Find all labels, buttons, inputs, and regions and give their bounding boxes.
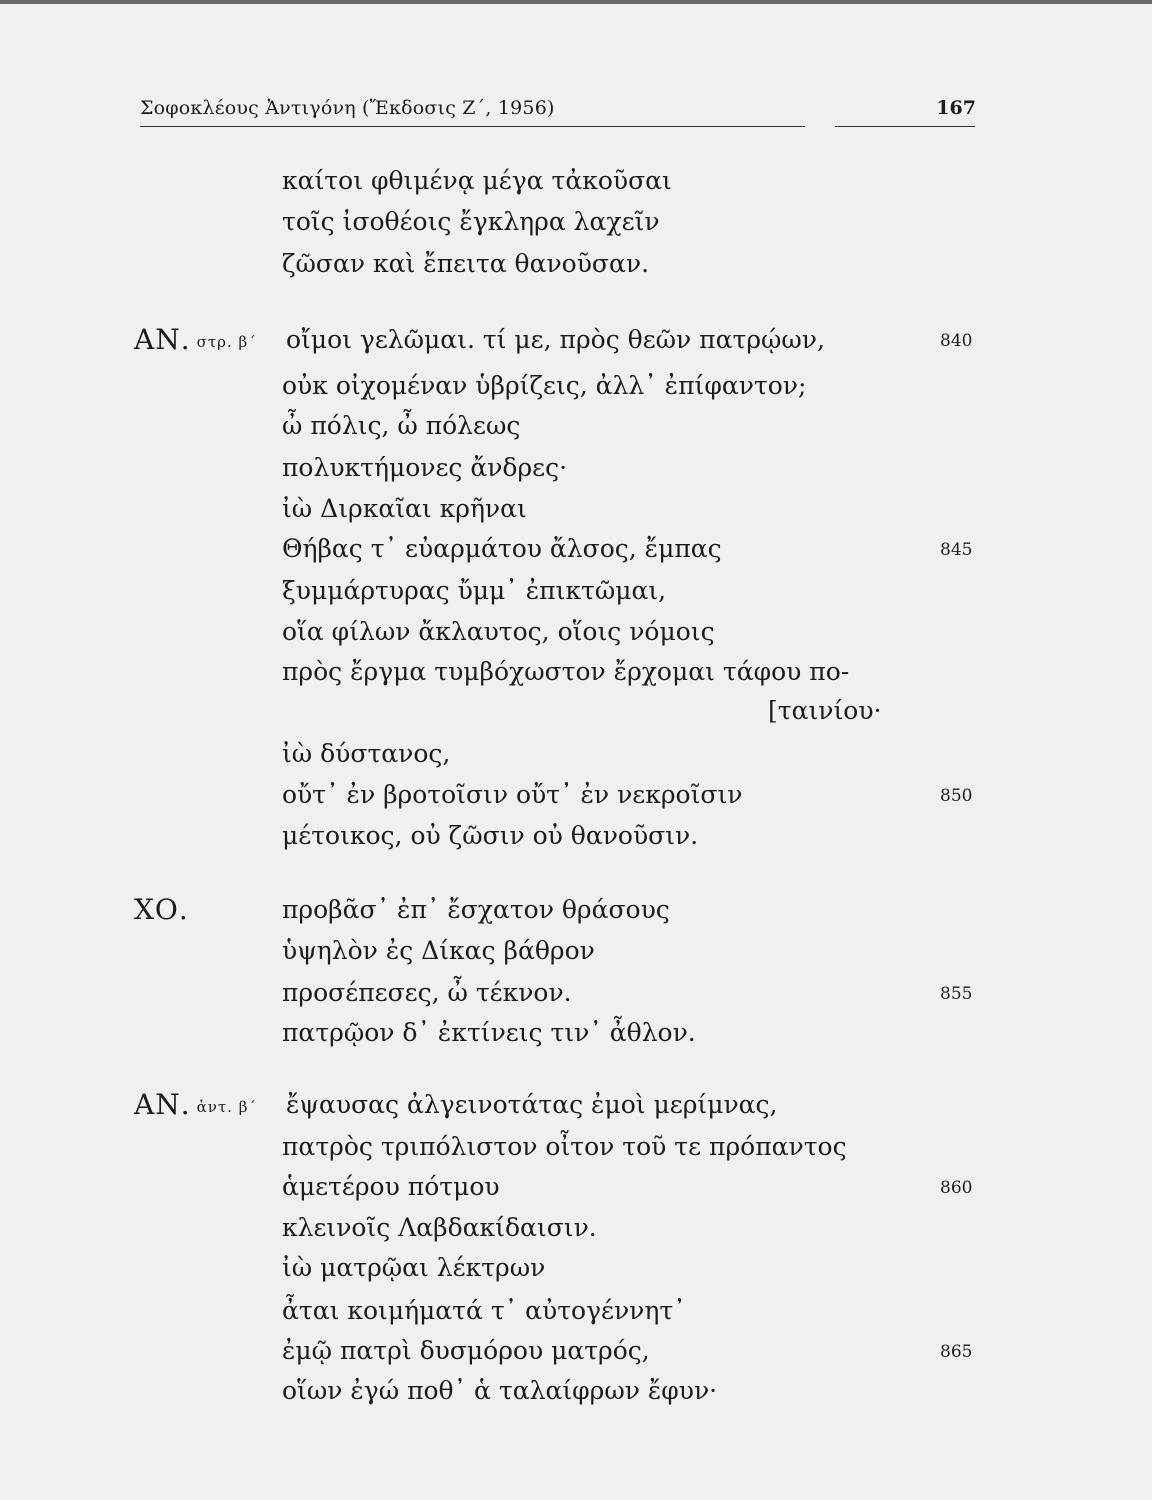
verse-line xyxy=(0,368,1152,408)
verse-line xyxy=(0,246,1152,286)
verse-line xyxy=(0,736,1152,776)
verse-text: οἵα φίλων ἄκλαυτος, οἵοις νόμοις xyxy=(282,617,715,646)
verse-text: τοῖς ἰσοθέοις ἔγκληρα λαχεῖν xyxy=(282,207,660,236)
verse-text: οὐκ οἰχομέναν ὑβρίζεις, ἀλλ᾽ ἐπίφαντον; xyxy=(282,371,807,400)
verse-text: ζῶσαν καὶ ἔπειτα θανοῦσαν. xyxy=(282,249,650,278)
verse-line xyxy=(0,322,1152,362)
verse-text: πρὸς ἔργμα τυμβόχωστον ἔρχομαι τάφου πο- xyxy=(282,657,850,686)
verse-line xyxy=(0,1373,1152,1413)
verse-line xyxy=(0,693,1152,733)
verse-text: ἰὼ Διρκαῖαι κρῆναι xyxy=(282,494,527,523)
verse-text: προσέπεσες, ὦ τέκνον. xyxy=(282,978,572,1007)
line-number: 850 xyxy=(940,786,973,806)
verse-text: οἴμοι γελῶμαι. τί με, πρὸς θεῶν πατρῴων, xyxy=(286,325,825,354)
line-number: 840 xyxy=(940,331,973,351)
line-number: 865 xyxy=(940,1342,973,1362)
verse-line xyxy=(0,450,1152,490)
speaker-label: ΑΝ. στρ. β΄ xyxy=(134,323,257,356)
verse-line xyxy=(0,654,1152,694)
verse-line xyxy=(0,1169,1152,1209)
verse-text: ἰὼ δύστανος, xyxy=(282,739,451,768)
verse-line xyxy=(0,1210,1152,1250)
verse-text: κλεινοῖς Λαβδακίδαισιν. xyxy=(282,1213,597,1242)
verse-line xyxy=(0,614,1152,654)
strophe-marker: ἀντ. β΄ xyxy=(196,1098,257,1116)
verse-line xyxy=(0,531,1152,571)
verse-text: ἆται κοιμήματά τ᾽ αὐτογέννητ᾽ xyxy=(282,1296,686,1325)
verse-line xyxy=(0,204,1152,244)
verse-line xyxy=(0,892,1152,932)
header-rule xyxy=(140,126,805,127)
page-number: 167 xyxy=(936,97,976,119)
line-number: 855 xyxy=(940,984,973,1004)
verse-text: οἵων ἐγώ ποθ᾽ ἁ ταλαίφρων ἔφυν· xyxy=(282,1376,718,1405)
verse-line xyxy=(0,777,1152,817)
verse-text: Θήβας τ᾽ εὐαρμάτου ἄλσος, ἔμπας xyxy=(282,534,722,563)
speaker-label: ΑΝ. ἀντ. β΄ xyxy=(134,1088,257,1121)
verse-line xyxy=(0,1015,1152,1055)
verse-text: ἐμῷ πατρὶ δυσμόρου ματρός, xyxy=(282,1336,650,1365)
verse-line xyxy=(0,933,1152,973)
header-rule-right xyxy=(835,126,975,127)
verse-text: ἁμετέρου πότμου xyxy=(282,1172,500,1201)
verse-text: καίτοι φθιμένᾳ μέγα τἀκοῦσαι xyxy=(282,166,672,195)
verse-line xyxy=(0,1293,1152,1333)
verse-text: ἔψαυσας ἀλγεινοτάτας ἐμοὶ μερίμνας, xyxy=(286,1090,778,1119)
verse-line xyxy=(0,573,1152,613)
strophe-marker: στρ. β΄ xyxy=(196,333,257,351)
verse-line xyxy=(0,1250,1152,1290)
verse-text: ἰὼ ματρῷαι λέκτρων xyxy=(282,1253,546,1282)
verse-text: πατρὸς τριπόλιστον οἶτον τοῦ τε πρόπαντος xyxy=(282,1132,847,1161)
verse-text: προβᾶσ᾽ ἐπ᾽ ἔσχατον θράσους xyxy=(282,895,670,924)
verse-line xyxy=(0,1333,1152,1373)
running-header xyxy=(140,97,976,127)
verse-text: μέτοικος, οὐ ζῶσιν οὐ θανοῦσιν. xyxy=(282,821,699,850)
verse-line xyxy=(0,818,1152,858)
verse-line xyxy=(0,1129,1152,1169)
verse-line xyxy=(0,491,1152,531)
verse-line xyxy=(0,163,1152,203)
line-number: 845 xyxy=(940,540,973,560)
verse-text: ὦ πόλις, ὦ πόλεως xyxy=(282,411,521,440)
line-number: 860 xyxy=(940,1178,973,1198)
page-top-edge xyxy=(0,0,1152,4)
verse-text: οὔτ᾽ ἐν βροτοῖσιν οὔτ᾽ ἐν νεκροῖσιν xyxy=(282,780,743,809)
verse-line xyxy=(0,975,1152,1015)
verse-text: ὑψηλὸν ἐς Δίκας βάθρον xyxy=(282,936,595,965)
verse-text: ξυμμάρτυρας ὔμμ᾽ ἐπικτῶμαι, xyxy=(282,576,667,605)
verse-continuation: [ταινίου· xyxy=(768,696,882,725)
verse-text: πατρῷον δ᾽ ἐκτίνεις τιν᾽ ἆθλον. xyxy=(282,1018,696,1047)
verse-text: πολυκτήμονες ἄνδρες· xyxy=(282,453,568,482)
verse-line xyxy=(0,1087,1152,1127)
verse-line xyxy=(0,408,1152,448)
speaker-label: ΧΟ. xyxy=(134,893,189,926)
running-title: Σοφοκλέους Ἀντιγόνη (Ἔκδοσις Ζ΄, 1956) xyxy=(140,97,555,119)
